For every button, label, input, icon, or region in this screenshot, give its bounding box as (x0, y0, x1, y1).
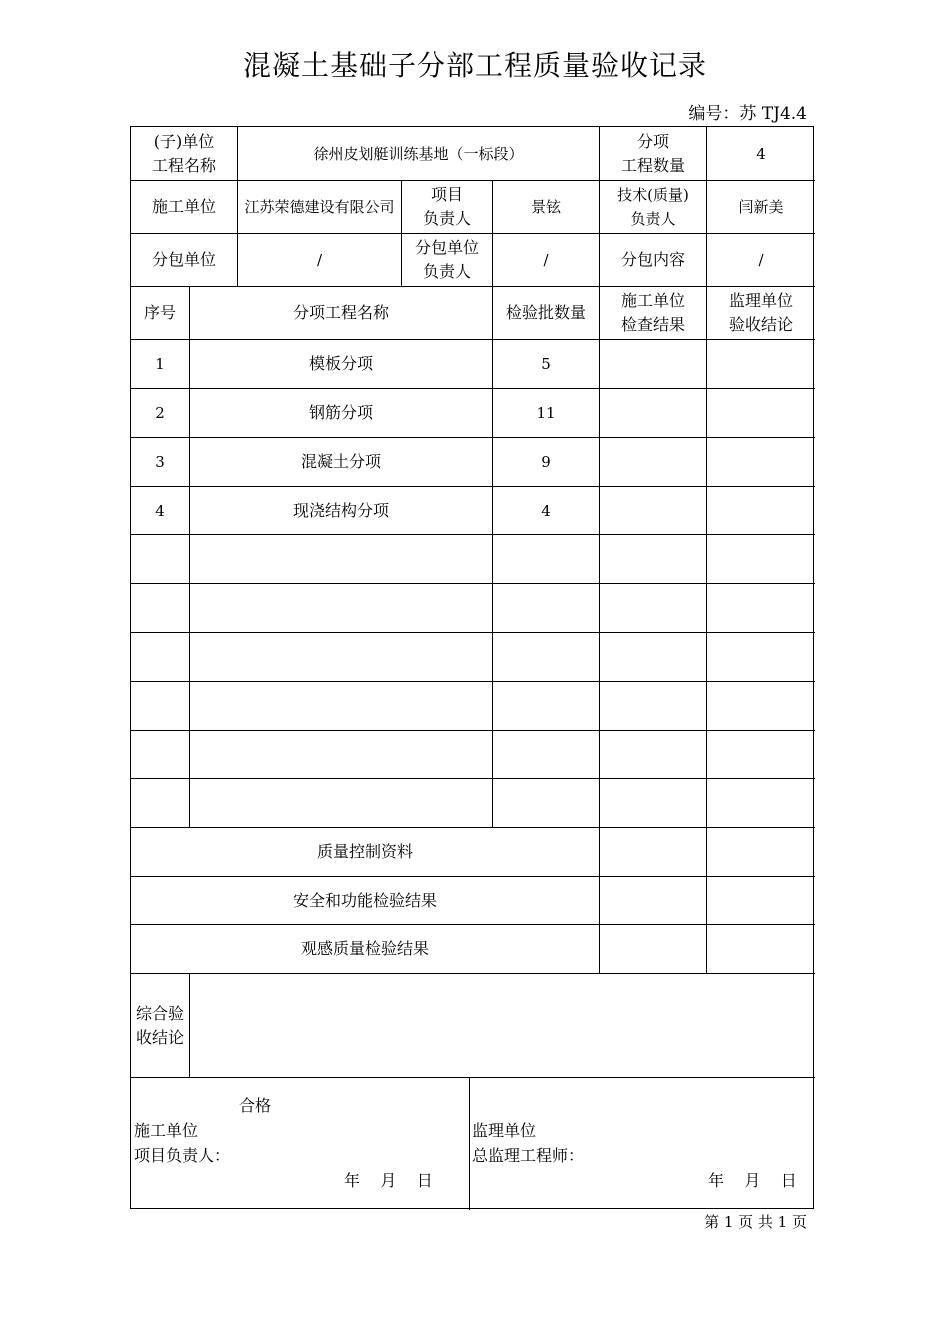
row-3-name: 混凝土分项 (300, 452, 381, 471)
subcontractor-value: / (316, 251, 323, 269)
row-4-count: 4 (541, 501, 551, 520)
safety-function-result-label: 安全和功能检验结果 (292, 890, 437, 910)
row-4-name: 现浇结构分项 (292, 500, 389, 520)
item-count-value: 4 (756, 144, 766, 163)
project-manager-value: 景铉 (530, 198, 561, 216)
supervision-unit-label: 监理单位 (472, 1121, 537, 1140)
subcontract-content-value: / (758, 251, 764, 269)
project-manager-signature-label: 项目负责人： (134, 1146, 231, 1165)
column-header-supervision-conclusion: 监理单位 验收结论 (728, 291, 793, 334)
row-1-no: 1 (155, 355, 165, 373)
column-header-batch-count: 检验批数量 (505, 303, 586, 322)
acceptance-record-table (130, 126, 814, 1209)
construction-unit-label: 施工单位 (134, 1121, 199, 1140)
subcontract-content-label: 分包内容 (620, 250, 685, 269)
item-count-label: 分项 工程数量 (620, 131, 685, 175)
constructor-value: 江苏荣德建设有限公司 (244, 198, 395, 216)
row-1-name: 模板分项 (308, 354, 373, 373)
chief-supervisor-signature-label: 总监理工程师： (472, 1146, 585, 1165)
row-2-count: 11 (536, 404, 556, 422)
page-number: 第 1 页 共 1 页 (704, 1213, 807, 1231)
row-3-count: 9 (541, 453, 551, 471)
technical-manager-value: 闫新美 (738, 198, 784, 216)
row-1-count: 5 (541, 355, 551, 373)
construction-date: 年 月 日 (344, 1171, 433, 1190)
constructor-label: 施工单位 (151, 197, 216, 216)
subcontractor-label: 分包单位 (151, 250, 216, 269)
row-2-name: 钢筋分项 (308, 403, 373, 422)
project-manager-label: 项目 负责人 (422, 185, 471, 228)
row-3-no: 3 (155, 453, 165, 471)
column-header-no: 序号 (143, 303, 176, 322)
overall-conclusion-label: 综合验 收结论 (135, 1003, 184, 1047)
subcontractor-manager-label: 分包单位 负责人 (414, 238, 479, 281)
supervision-date: 年 月 日 (708, 1171, 797, 1190)
appearance-quality-result-label: 观感质量检验结果 (300, 939, 429, 958)
technical-manager-label: 技术(质量) 负责人 (617, 186, 689, 228)
unit-name-value: 徐州皮划艇训练基地（一标段） (313, 144, 524, 163)
row-2-no: 2 (155, 404, 165, 422)
subcontractor-manager-value: / (543, 251, 549, 269)
column-header-item-name: 分项工程名称 (292, 303, 389, 322)
acceptance-result: 合格 (239, 1096, 272, 1115)
column-header-construction-result: 施工单位 检查结果 (620, 291, 685, 334)
document-code: 编号：苏 TJ4.4 (688, 104, 807, 124)
quality-control-data-label: 质量控制资料 (316, 842, 413, 861)
unit-name-label: (子)单位 工程名称 (151, 131, 216, 175)
document-title: 混凝土基础子分部工程质量验收记录 (242, 49, 707, 82)
row-4-no: 4 (155, 501, 165, 520)
